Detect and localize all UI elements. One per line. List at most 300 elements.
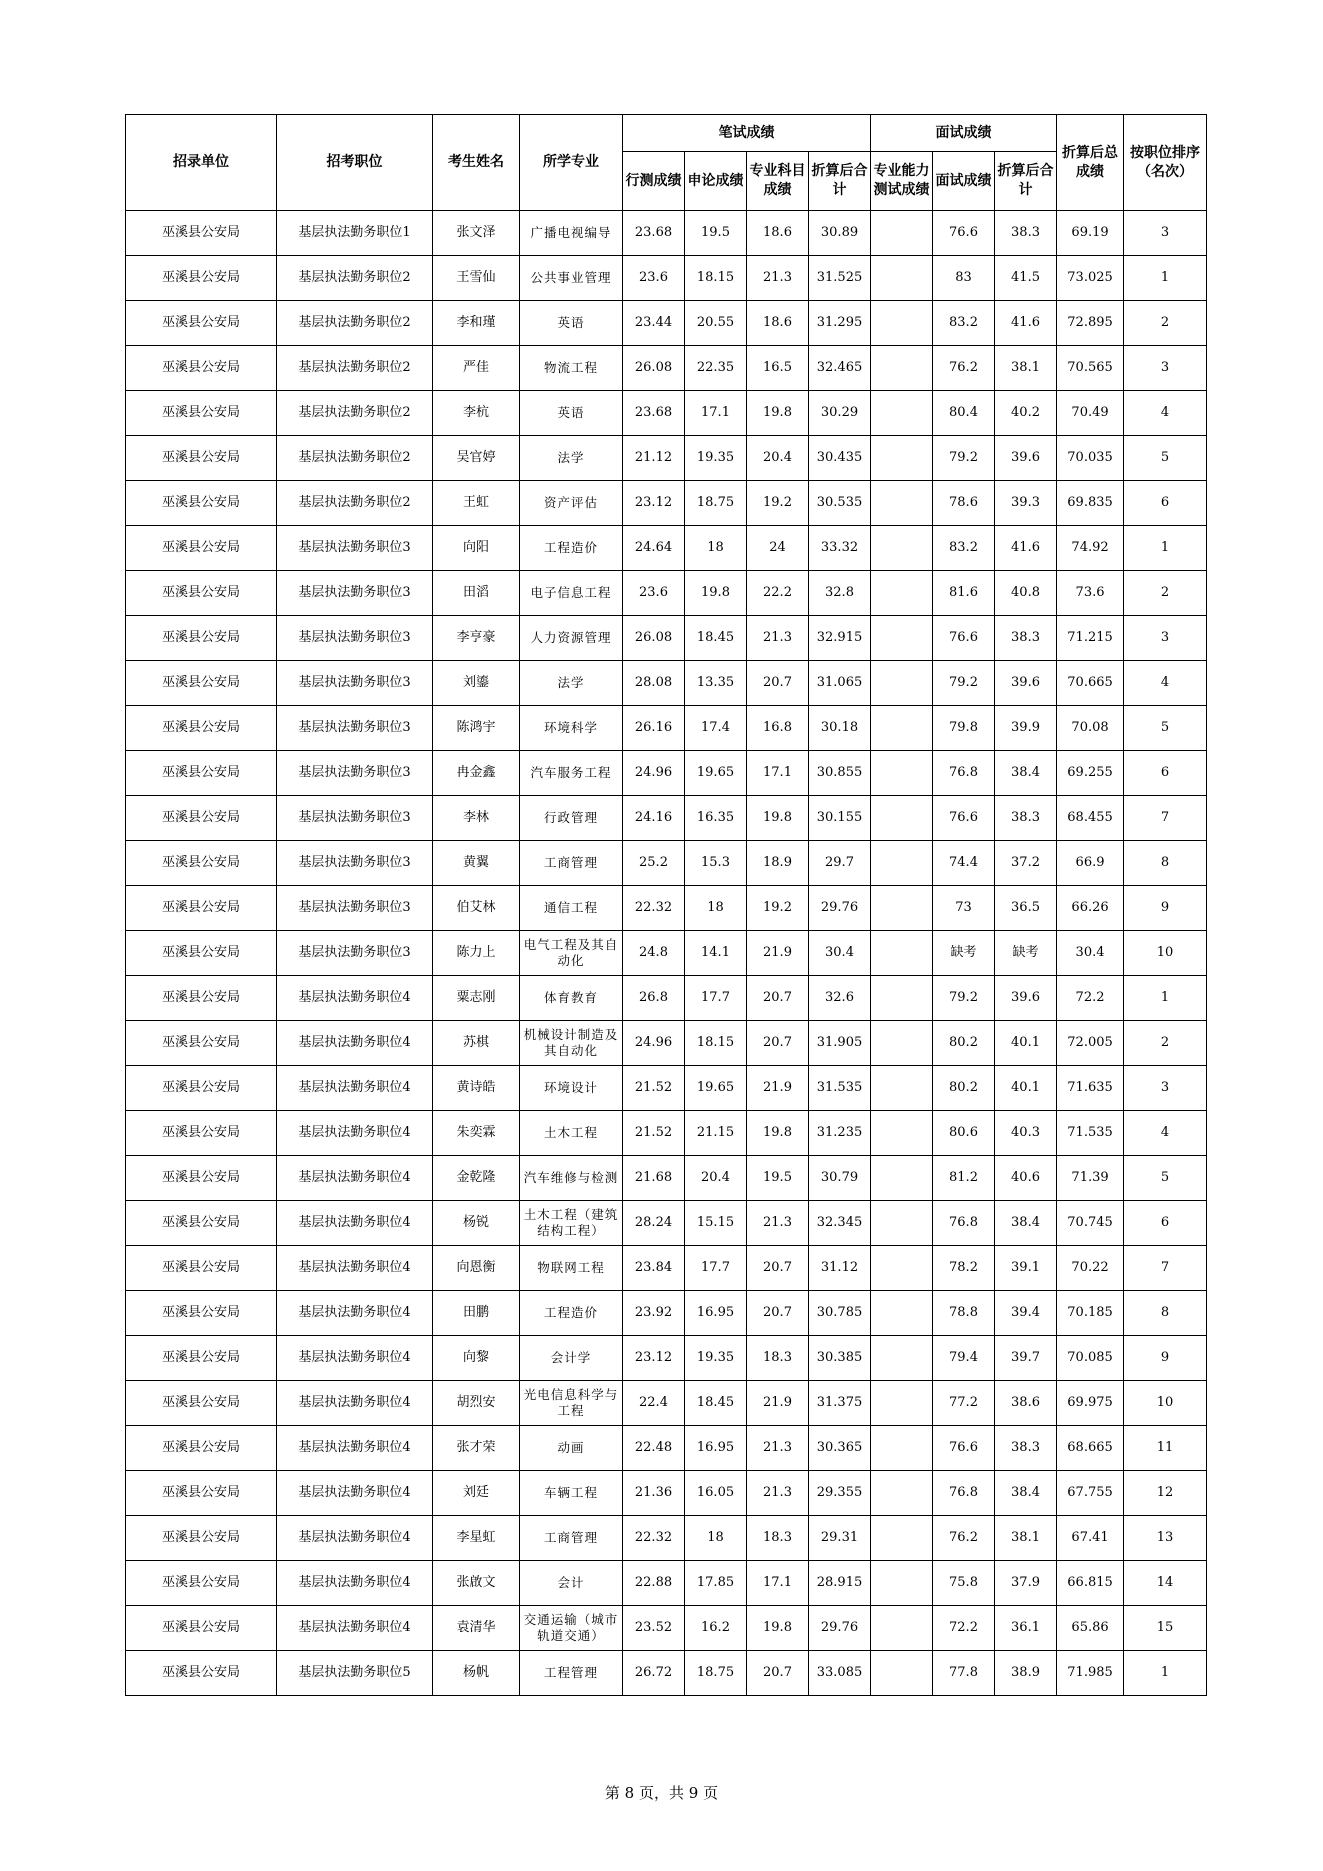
cell-rank: 10: [1124, 1381, 1207, 1426]
cell-position: 基层执法勤务职位1: [277, 211, 433, 256]
cell-unit: 巫溪县公安局: [126, 1156, 277, 1201]
cell-shenlun: 18.45: [685, 616, 747, 661]
cell-rank: 12: [1124, 1471, 1207, 1516]
cell-unit: 巫溪县公安局: [126, 841, 277, 886]
cell-major: 环境科学: [520, 706, 623, 751]
cell-professional: 20.7: [747, 1246, 809, 1291]
table-row: [126, 1381, 1207, 1426]
cell-position: 基层执法勤务职位2: [277, 346, 433, 391]
cell-position: 基层执法勤务职位3: [277, 571, 433, 616]
cell-interview-total: 40.2: [995, 391, 1057, 436]
cell-professional: 20.7: [747, 1291, 809, 1336]
cell-written-total: 31.375: [809, 1381, 871, 1426]
cell-major: 电气工程及其自动化: [520, 931, 623, 976]
cell-final-total: 65.86: [1057, 1606, 1124, 1651]
cell-interview-total: 40.1: [995, 1066, 1057, 1111]
cell-professional: 20.4: [747, 436, 809, 481]
cell-shenlun: 19.8: [685, 571, 747, 616]
cell-name: 杨帆: [433, 1651, 520, 1696]
table-row: [126, 931, 1207, 976]
cell-final-total: 73.025: [1057, 256, 1124, 301]
table-row: [126, 1111, 1207, 1156]
cell-position: 基层执法勤务职位4: [277, 1606, 433, 1651]
cell-shenlun: 16.2: [685, 1606, 747, 1651]
cell-interview-total: 缺考: [995, 931, 1057, 976]
cell-xingce: 24.64: [623, 526, 685, 571]
cell-final-total: 66.9: [1057, 841, 1124, 886]
cell-interview: 74.4: [933, 841, 995, 886]
cell-interview: 79.8: [933, 706, 995, 751]
cell-name: 刘廷: [433, 1471, 520, 1516]
cell-interview: 81.6: [933, 571, 995, 616]
cell-shenlun: 19.35: [685, 1336, 747, 1381]
cell-unit: 巫溪县公安局: [126, 436, 277, 481]
cell-rank: 9: [1124, 1336, 1207, 1381]
cell-name: 刘鎏: [433, 661, 520, 706]
cell-interview-total: 39.9: [995, 706, 1057, 751]
cell-unit: 巫溪县公安局: [126, 1561, 277, 1606]
cell-xingce: 24.8: [623, 931, 685, 976]
cell-ability: [871, 346, 933, 391]
cell-position: 基层执法勤务职位4: [277, 1111, 433, 1156]
cell-major: 广播电视编导: [520, 211, 623, 256]
cell-final-total: 72.895: [1057, 301, 1124, 346]
cell-written-total: 30.79: [809, 1156, 871, 1201]
cell-xingce: 24.96: [623, 1021, 685, 1066]
table-row: [126, 1426, 1207, 1471]
header-name: 考生姓名: [433, 115, 520, 211]
table-row: [126, 841, 1207, 886]
cell-professional: 24: [747, 526, 809, 571]
header-professional: 专业科目成绩: [747, 152, 809, 211]
cell-name: 田滔: [433, 571, 520, 616]
cell-shenlun: 18.15: [685, 1021, 747, 1066]
cell-professional: 16.5: [747, 346, 809, 391]
cell-name: 胡烈安: [433, 1381, 520, 1426]
cell-final-total: 68.665: [1057, 1426, 1124, 1471]
cell-ability: [871, 1246, 933, 1291]
cell-shenlun: 17.7: [685, 1246, 747, 1291]
cell-ability: [871, 1651, 933, 1696]
cell-xingce: 23.92: [623, 1291, 685, 1336]
cell-interview: 76.6: [933, 211, 995, 256]
cell-xingce: 24.16: [623, 796, 685, 841]
cell-major: 公共事业管理: [520, 256, 623, 301]
cell-xingce: 25.2: [623, 841, 685, 886]
cell-shenlun: 13.35: [685, 661, 747, 706]
cell-xingce: 28.24: [623, 1201, 685, 1246]
cell-major: 土木工程: [520, 1111, 623, 1156]
cell-unit: 巫溪县公安局: [126, 481, 277, 526]
cell-xingce: 28.08: [623, 661, 685, 706]
cell-final-total: 70.035: [1057, 436, 1124, 481]
cell-rank: 15: [1124, 1606, 1207, 1651]
cell-ability: [871, 1426, 933, 1471]
table-row: [126, 211, 1207, 256]
cell-written-total: 33.085: [809, 1651, 871, 1696]
header-xingce: 行测成绩: [623, 152, 685, 211]
cell-shenlun: 15.15: [685, 1201, 747, 1246]
cell-xingce: 22.32: [623, 1516, 685, 1561]
cell-xingce: 21.68: [623, 1156, 685, 1201]
cell-professional: 19.2: [747, 481, 809, 526]
cell-professional: 16.8: [747, 706, 809, 751]
cell-written-total: 30.89: [809, 211, 871, 256]
cell-name: 李星虹: [433, 1516, 520, 1561]
cell-interview: 78.8: [933, 1291, 995, 1336]
cell-ability: [871, 616, 933, 661]
cell-interview-total: 38.4: [995, 1471, 1057, 1516]
cell-position: 基层执法勤务职位2: [277, 256, 433, 301]
cell-name: 李林: [433, 796, 520, 841]
cell-professional: 21.3: [747, 1471, 809, 1516]
page-number: 第 8 页，共 9 页: [604, 1784, 719, 1802]
cell-interview-total: 39.6: [995, 661, 1057, 706]
cell-name: 金乾隆: [433, 1156, 520, 1201]
cell-interview-total: 41.5: [995, 256, 1057, 301]
cell-rank: 11: [1124, 1426, 1207, 1471]
cell-name: 吴官婷: [433, 436, 520, 481]
cell-professional: 20.7: [747, 1021, 809, 1066]
cell-name: 李亨豪: [433, 616, 520, 661]
cell-written-total: 33.32: [809, 526, 871, 571]
cell-position: 基层执法勤务职位3: [277, 841, 433, 886]
cell-shenlun: 17.4: [685, 706, 747, 751]
cell-written-total: 30.18: [809, 706, 871, 751]
cell-unit: 巫溪县公安局: [126, 1021, 277, 1066]
cell-unit: 巫溪县公安局: [126, 706, 277, 751]
cell-rank: 6: [1124, 1201, 1207, 1246]
cell-position: 基层执法勤务职位4: [277, 1156, 433, 1201]
cell-interview-total: 36.1: [995, 1606, 1057, 1651]
cell-ability: [871, 796, 933, 841]
cell-major: 会计: [520, 1561, 623, 1606]
cell-interview-total: 41.6: [995, 526, 1057, 571]
cell-position: 基层执法勤务职位3: [277, 526, 433, 571]
cell-shenlun: 18: [685, 1516, 747, 1561]
table-row: [126, 571, 1207, 616]
cell-shenlun: 21.15: [685, 1111, 747, 1156]
cell-major: 法学: [520, 436, 623, 481]
table-row: [126, 481, 1207, 526]
cell-professional: 18.3: [747, 1516, 809, 1561]
cell-unit: 巫溪县公安局: [126, 256, 277, 301]
cell-major: 英语: [520, 301, 623, 346]
cell-interview-total: 40.3: [995, 1111, 1057, 1156]
cell-ability: [871, 436, 933, 481]
cell-rank: 9: [1124, 886, 1207, 931]
table-row: [126, 1651, 1207, 1696]
cell-major: 环境设计: [520, 1066, 623, 1111]
cell-position: 基层执法勤务职位4: [277, 1516, 433, 1561]
cell-xingce: 26.08: [623, 346, 685, 391]
cell-xingce: 23.68: [623, 211, 685, 256]
cell-final-total: 74.92: [1057, 526, 1124, 571]
cell-major: 通信工程: [520, 886, 623, 931]
cell-ability: [871, 1021, 933, 1066]
cell-professional: 18.3: [747, 1336, 809, 1381]
cell-unit: 巫溪县公安局: [126, 391, 277, 436]
cell-unit: 巫溪县公安局: [126, 571, 277, 616]
cell-name: 伯艾林: [433, 886, 520, 931]
cell-professional: 19.8: [747, 1606, 809, 1651]
cell-final-total: 71.215: [1057, 616, 1124, 661]
cell-written-total: 31.235: [809, 1111, 871, 1156]
header-unit: 招录单位: [126, 115, 277, 211]
cell-ability: [871, 571, 933, 616]
cell-unit: 巫溪县公安局: [126, 1471, 277, 1516]
table-row: [126, 1201, 1207, 1246]
cell-rank: 3: [1124, 211, 1207, 256]
cell-position: 基层执法勤务职位3: [277, 661, 433, 706]
cell-interview-total: 38.3: [995, 1426, 1057, 1471]
cell-written-total: 31.525: [809, 256, 871, 301]
cell-xingce: 21.12: [623, 436, 685, 481]
cell-written-total: 30.785: [809, 1291, 871, 1336]
cell-rank: 6: [1124, 481, 1207, 526]
cell-unit: 巫溪县公安局: [126, 1381, 277, 1426]
table-row: [126, 886, 1207, 931]
cell-interview: 83.2: [933, 301, 995, 346]
cell-rank: 5: [1124, 436, 1207, 481]
cell-interview: 79.2: [933, 976, 995, 1021]
cell-interview: 76.2: [933, 1516, 995, 1561]
cell-shenlun: 19.5: [685, 211, 747, 256]
cell-position: 基层执法勤务职位4: [277, 976, 433, 1021]
cell-written-total: 31.295: [809, 301, 871, 346]
cell-major: 机械设计制造及其自动化: [520, 1021, 623, 1066]
cell-major: 光电信息科学与工程: [520, 1381, 623, 1426]
cell-rank: 4: [1124, 1111, 1207, 1156]
cell-unit: 巫溪县公安局: [126, 346, 277, 391]
cell-professional: 21.9: [747, 1381, 809, 1426]
cell-interview: 76.8: [933, 1471, 995, 1516]
cell-name: 向恩衡: [433, 1246, 520, 1291]
cell-ability: [871, 1156, 933, 1201]
table-row: [126, 1471, 1207, 1516]
cell-ability: [871, 301, 933, 346]
cell-xingce: 22.4: [623, 1381, 685, 1426]
cell-final-total: 70.185: [1057, 1291, 1124, 1336]
cell-name: 黄诗皓: [433, 1066, 520, 1111]
cell-xingce: 23.6: [623, 256, 685, 301]
cell-name: 黄翼: [433, 841, 520, 886]
cell-name: 陈力上: [433, 931, 520, 976]
cell-ability: [871, 1111, 933, 1156]
cell-interview-total: 40.1: [995, 1021, 1057, 1066]
cell-rank: 5: [1124, 1156, 1207, 1201]
cell-interview: 80.6: [933, 1111, 995, 1156]
table-row: [126, 526, 1207, 571]
table-row: [126, 1561, 1207, 1606]
cell-interview: 79.4: [933, 1336, 995, 1381]
cell-professional: 20.7: [747, 976, 809, 1021]
cell-position: 基层执法勤务职位2: [277, 436, 433, 481]
cell-position: 基层执法勤务职位4: [277, 1201, 433, 1246]
cell-professional: 21.3: [747, 1201, 809, 1246]
cell-position: 基层执法勤务职位2: [277, 391, 433, 436]
cell-final-total: 69.975: [1057, 1381, 1124, 1426]
cell-shenlun: 17.85: [685, 1561, 747, 1606]
cell-position: 基层执法勤务职位3: [277, 886, 433, 931]
cell-ability: [871, 1381, 933, 1426]
cell-xingce: 22.32: [623, 886, 685, 931]
cell-interview: 76.8: [933, 751, 995, 796]
cell-name: 田鹏: [433, 1291, 520, 1336]
cell-interview: 80.4: [933, 391, 995, 436]
cell-position: 基层执法勤务职位3: [277, 796, 433, 841]
cell-final-total: 69.255: [1057, 751, 1124, 796]
cell-unit: 巫溪县公安局: [126, 1606, 277, 1651]
cell-final-total: 70.22: [1057, 1246, 1124, 1291]
cell-final-total: 69.835: [1057, 481, 1124, 526]
cell-written-total: 30.535: [809, 481, 871, 526]
cell-written-total: 29.76: [809, 1606, 871, 1651]
cell-final-total: 71.535: [1057, 1111, 1124, 1156]
cell-written-total: 30.155: [809, 796, 871, 841]
cell-xingce: 21.52: [623, 1111, 685, 1156]
cell-interview: 77.2: [933, 1381, 995, 1426]
cell-final-total: 66.26: [1057, 886, 1124, 931]
cell-interview: 79.2: [933, 436, 995, 481]
cell-interview: 缺考: [933, 931, 995, 976]
cell-ability: [871, 1066, 933, 1111]
cell-interview-total: 39.4: [995, 1291, 1057, 1336]
cell-position: 基层执法勤务职位2: [277, 481, 433, 526]
cell-professional: 18.6: [747, 211, 809, 256]
cell-unit: 巫溪县公安局: [126, 616, 277, 661]
cell-shenlun: 14.1: [685, 931, 747, 976]
cell-shenlun: 17.7: [685, 976, 747, 1021]
table-row: [126, 436, 1207, 481]
cell-position: 基层执法勤务职位4: [277, 1291, 433, 1336]
cell-position: 基层执法勤务职位4: [277, 1021, 433, 1066]
cell-xingce: 26.16: [623, 706, 685, 751]
cell-professional: 21.3: [747, 616, 809, 661]
cell-shenlun: 18.75: [685, 1651, 747, 1696]
cell-name: 杨锐: [433, 1201, 520, 1246]
cell-major: 工程造价: [520, 1291, 623, 1336]
cell-major: 土木工程（建筑结构工程）: [520, 1201, 623, 1246]
table-row: [126, 1156, 1207, 1201]
cell-xingce: 26.08: [623, 616, 685, 661]
cell-interview: 83: [933, 256, 995, 301]
table-row: [126, 661, 1207, 706]
cell-interview-total: 38.6: [995, 1381, 1057, 1426]
cell-interview: 79.2: [933, 661, 995, 706]
cell-shenlun: 19.65: [685, 751, 747, 796]
cell-rank: 10: [1124, 931, 1207, 976]
cell-name: 陈鸿宇: [433, 706, 520, 751]
cell-unit: 巫溪县公安局: [126, 796, 277, 841]
cell-name: 粟志刚: [433, 976, 520, 1021]
cell-shenlun: 16.95: [685, 1291, 747, 1336]
cell-written-total: 30.29: [809, 391, 871, 436]
cell-final-total: 71.39: [1057, 1156, 1124, 1201]
cell-ability: [871, 526, 933, 571]
cell-name: 向黎: [433, 1336, 520, 1381]
table-row: [126, 1516, 1207, 1561]
cell-rank: 14: [1124, 1561, 1207, 1606]
cell-major: 法学: [520, 661, 623, 706]
table-body: [126, 211, 1207, 1696]
table-row: [126, 256, 1207, 301]
cell-written-total: 30.365: [809, 1426, 871, 1471]
cell-position: 基层执法勤务职位5: [277, 1651, 433, 1696]
cell-rank: 1: [1124, 1651, 1207, 1696]
cell-shenlun: 18.15: [685, 256, 747, 301]
cell-final-total: 67.755: [1057, 1471, 1124, 1516]
cell-professional: 19.5: [747, 1156, 809, 1201]
cell-ability: [871, 1471, 933, 1516]
header-row-group: [126, 115, 1207, 152]
cell-written-total: 29.76: [809, 886, 871, 931]
cell-xingce: 22.48: [623, 1426, 685, 1471]
cell-ability: [871, 391, 933, 436]
cell-rank: 1: [1124, 526, 1207, 571]
cell-professional: 22.2: [747, 571, 809, 616]
cell-final-total: 30.4: [1057, 931, 1124, 976]
cell-major: 会计学: [520, 1336, 623, 1381]
cell-shenlun: 18.45: [685, 1381, 747, 1426]
cell-written-total: 32.6: [809, 976, 871, 1021]
header-position: 招考职位: [277, 115, 433, 211]
cell-shenlun: 18: [685, 526, 747, 571]
cell-rank: 2: [1124, 301, 1207, 346]
cell-rank: 4: [1124, 661, 1207, 706]
cell-interview: 83.2: [933, 526, 995, 571]
cell-professional: 21.9: [747, 931, 809, 976]
cell-interview-total: 39.1: [995, 1246, 1057, 1291]
cell-ability: [871, 931, 933, 976]
cell-rank: 13: [1124, 1516, 1207, 1561]
cell-position: 基层执法勤务职位4: [277, 1561, 433, 1606]
cell-position: 基层执法勤务职位3: [277, 706, 433, 751]
header-ability: 专业能力测试成绩: [871, 152, 933, 211]
header-rank: 按职位排序（名次）: [1124, 115, 1207, 211]
cell-position: 基层执法勤务职位3: [277, 751, 433, 796]
cell-interview: 76.6: [933, 1426, 995, 1471]
cell-position: 基层执法勤务职位3: [277, 616, 433, 661]
cell-name: 李杭: [433, 391, 520, 436]
cell-written-total: 30.385: [809, 1336, 871, 1381]
cell-interview-total: 36.5: [995, 886, 1057, 931]
cell-rank: 4: [1124, 391, 1207, 436]
cell-xingce: 23.12: [623, 1336, 685, 1381]
cell-professional: 21.3: [747, 256, 809, 301]
cell-unit: 巫溪县公安局: [126, 931, 277, 976]
cell-interview-total: 38.1: [995, 1516, 1057, 1561]
cell-final-total: 72.2: [1057, 976, 1124, 1021]
cell-professional: 21.3: [747, 1426, 809, 1471]
cell-shenlun: 16.35: [685, 796, 747, 841]
cell-interview-total: 41.6: [995, 301, 1057, 346]
cell-interview-total: 39.6: [995, 976, 1057, 1021]
cell-professional: 21.9: [747, 1066, 809, 1111]
cell-ability: [871, 1291, 933, 1336]
cell-unit: 巫溪县公安局: [126, 211, 277, 256]
cell-interview: 77.8: [933, 1651, 995, 1696]
cell-professional: 20.7: [747, 661, 809, 706]
cell-final-total: 71.635: [1057, 1066, 1124, 1111]
cell-ability: [871, 841, 933, 886]
cell-unit: 巫溪县公安局: [126, 661, 277, 706]
cell-interview-total: 38.4: [995, 1201, 1057, 1246]
cell-rank: 7: [1124, 796, 1207, 841]
header-shenlun: 申论成绩: [685, 152, 747, 211]
cell-rank: 2: [1124, 571, 1207, 616]
cell-final-total: 70.49: [1057, 391, 1124, 436]
